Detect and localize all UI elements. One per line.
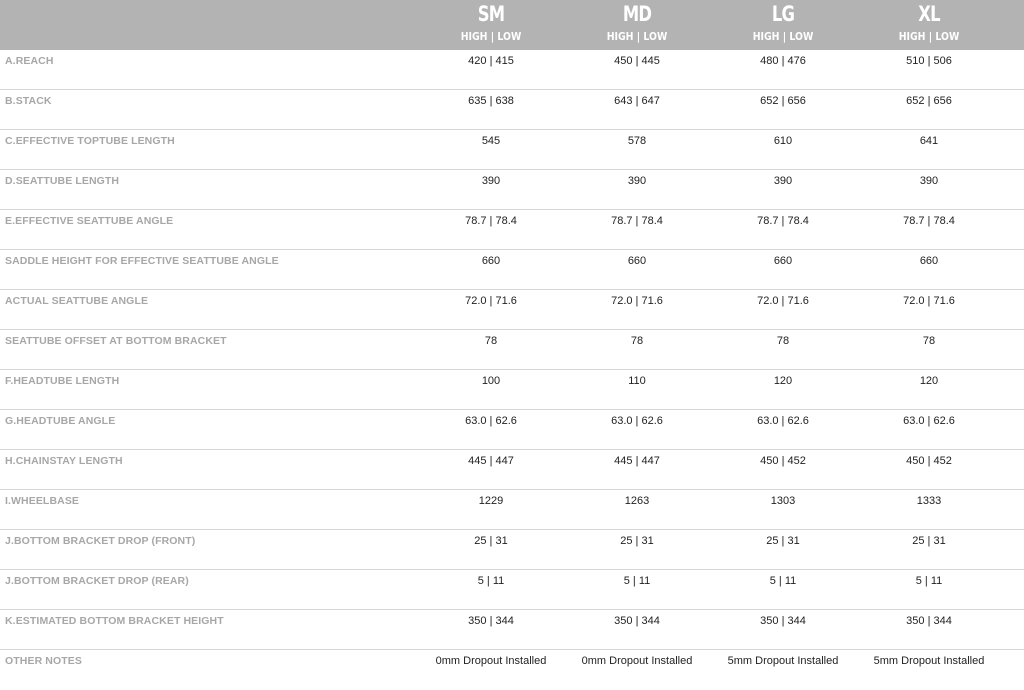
table-cell: 78 — [776, 335, 790, 347]
table-cell: 25 | 31 — [766, 535, 800, 547]
table-cell: 350 | 344 — [906, 615, 952, 627]
table-cell: 78 — [630, 335, 644, 347]
row-label: F.HEADTUBE LENGTH — [5, 375, 120, 387]
table-cell: 25 | 31 — [474, 535, 508, 547]
row-label: A.REACH — [5, 55, 54, 67]
table-cell: 420 | 415 — [468, 55, 514, 67]
table-cell: 578 — [627, 135, 647, 147]
size-name: LG — [771, 2, 795, 26]
size-column-header — [418, 0, 564, 50]
table-row — [0, 210, 1024, 250]
row-label: SEATTUBE OFFSET AT BOTTOM BRACKET — [5, 335, 227, 347]
table-cell: 450 | 445 — [614, 55, 660, 67]
table-cell: 72.0 | 71.6 — [611, 295, 663, 307]
table-cell: 5 | 11 — [915, 575, 943, 587]
size-name: XL — [918, 2, 940, 26]
row-label: D.SEATTUBE LENGTH — [5, 175, 120, 187]
table-cell: 390 — [627, 175, 647, 187]
row-label: J.BOTTOM BRACKET DROP (REAR) — [5, 575, 189, 587]
table-row — [0, 450, 1024, 490]
table-cell: 72.0 | 71.6 — [903, 295, 955, 307]
table-cell: 641 — [919, 135, 939, 147]
size-column-header — [856, 0, 1002, 50]
table-cell: 545 — [481, 135, 501, 147]
row-label: G.HEADTUBE ANGLE — [5, 415, 116, 427]
table-cell: 78 — [922, 335, 936, 347]
table-row — [0, 250, 1024, 290]
table-cell: 390 — [481, 175, 501, 187]
table-cell: 390 — [919, 175, 939, 187]
size-subheader: HIGH | LOW — [898, 30, 960, 43]
table-cell: 78.7 | 78.4 — [611, 215, 663, 227]
table-cell: 63.0 | 62.6 — [465, 415, 517, 427]
table-cell: 78.7 | 78.4 — [465, 215, 517, 227]
size-subheader: HIGH | LOW — [752, 30, 814, 43]
table-row — [0, 90, 1024, 130]
table-cell: 78.7 | 78.4 — [903, 215, 955, 227]
table-cell: 610 — [773, 135, 793, 147]
table-cell: 1229 — [478, 495, 504, 507]
table-cell: 350 | 344 — [468, 615, 514, 627]
size-subheader: HIGH | LOW — [606, 30, 668, 43]
table-cell: 120 — [919, 375, 939, 387]
table-cell: 480 | 476 — [760, 55, 806, 67]
table-cell: 445 | 447 — [468, 455, 514, 467]
table-cell: 660 — [481, 255, 501, 267]
table-cell: 63.0 | 62.6 — [611, 415, 663, 427]
table-cell: 350 | 344 — [614, 615, 660, 627]
table-cell: 660 — [627, 255, 647, 267]
table-row — [0, 290, 1024, 330]
table-cell: 1263 — [624, 495, 650, 507]
table-cell: 660 — [919, 255, 939, 267]
table-cell: 63.0 | 62.6 — [757, 415, 809, 427]
row-label: H.CHAINSTAY LENGTH — [5, 455, 123, 467]
table-cell: 1303 — [770, 495, 796, 507]
table-cell: 635 | 638 — [468, 95, 514, 107]
table-cell: 643 | 647 — [614, 95, 660, 107]
table-cell: 120 — [773, 375, 793, 387]
table-row — [0, 610, 1024, 650]
table-row — [0, 370, 1024, 410]
table-cell: 5mm Dropout Installed — [727, 655, 839, 667]
table-row — [0, 650, 1024, 690]
table-cell: 100 — [481, 375, 501, 387]
size-column-header — [564, 0, 710, 50]
row-label: E.EFFECTIVE SEATTUBE ANGLE — [5, 215, 174, 227]
size-subheader: HIGH | LOW — [460, 30, 522, 43]
table-cell: 5 | 11 — [769, 575, 797, 587]
table-row — [0, 170, 1024, 210]
table-cell: 5mm Dropout Installed — [873, 655, 985, 667]
table-cell: 0mm Dropout Installed — [581, 655, 693, 667]
table-cell: 445 | 447 — [614, 455, 660, 467]
table-cell: 0mm Dropout Installed — [435, 655, 547, 667]
table-row — [0, 410, 1024, 450]
table-cell: 1333 — [916, 495, 942, 507]
table-cell: 660 — [773, 255, 793, 267]
table-row — [0, 490, 1024, 530]
table-cell: 78.7 | 78.4 — [757, 215, 809, 227]
table-cell: 450 | 452 — [760, 455, 806, 467]
size-name: SM — [477, 2, 505, 26]
table-row — [0, 570, 1024, 610]
table-row — [0, 130, 1024, 170]
row-label: SADDLE HEIGHT FOR EFFECTIVE SEATTUBE ANGLE — [5, 255, 279, 267]
table-cell: 652 | 656 — [760, 95, 806, 107]
size-name: MD — [622, 2, 652, 26]
table-cell: 510 | 506 — [906, 55, 952, 67]
table-cell: 63.0 | 62.6 — [903, 415, 955, 427]
table-cell: 450 | 452 — [906, 455, 952, 467]
row-label: I.WHEELBASE — [5, 495, 80, 507]
table-cell: 5 | 11 — [477, 575, 505, 587]
table-cell: 72.0 | 71.6 — [465, 295, 517, 307]
row-label: OTHER NOTES — [5, 655, 82, 667]
table-row — [0, 50, 1024, 90]
table-row — [0, 330, 1024, 370]
table-header — [0, 0, 1024, 50]
row-label: K.ESTIMATED BOTTOM BRACKET HEIGHT — [5, 615, 224, 627]
table-cell: 78 — [484, 335, 498, 347]
row-label: ACTUAL SEATTUBE ANGLE — [5, 295, 149, 307]
row-label: C.EFFECTIVE TOPTUBE LENGTH — [5, 135, 175, 147]
table-cell: 25 | 31 — [912, 535, 946, 547]
table-cell: 652 | 656 — [906, 95, 952, 107]
row-label: B.STACK — [5, 95, 52, 107]
table-row — [0, 530, 1024, 570]
size-column-header — [710, 0, 856, 50]
table-cell: 110 — [628, 375, 646, 387]
table-cell: 72.0 | 71.6 — [757, 295, 809, 307]
table-cell: 390 — [773, 175, 793, 187]
table-cell: 25 | 31 — [620, 535, 654, 547]
table-cell: 5 | 11 — [623, 575, 651, 587]
row-label: J.BOTTOM BRACKET DROP (FRONT) — [5, 535, 196, 547]
table-cell: 350 | 344 — [760, 615, 806, 627]
